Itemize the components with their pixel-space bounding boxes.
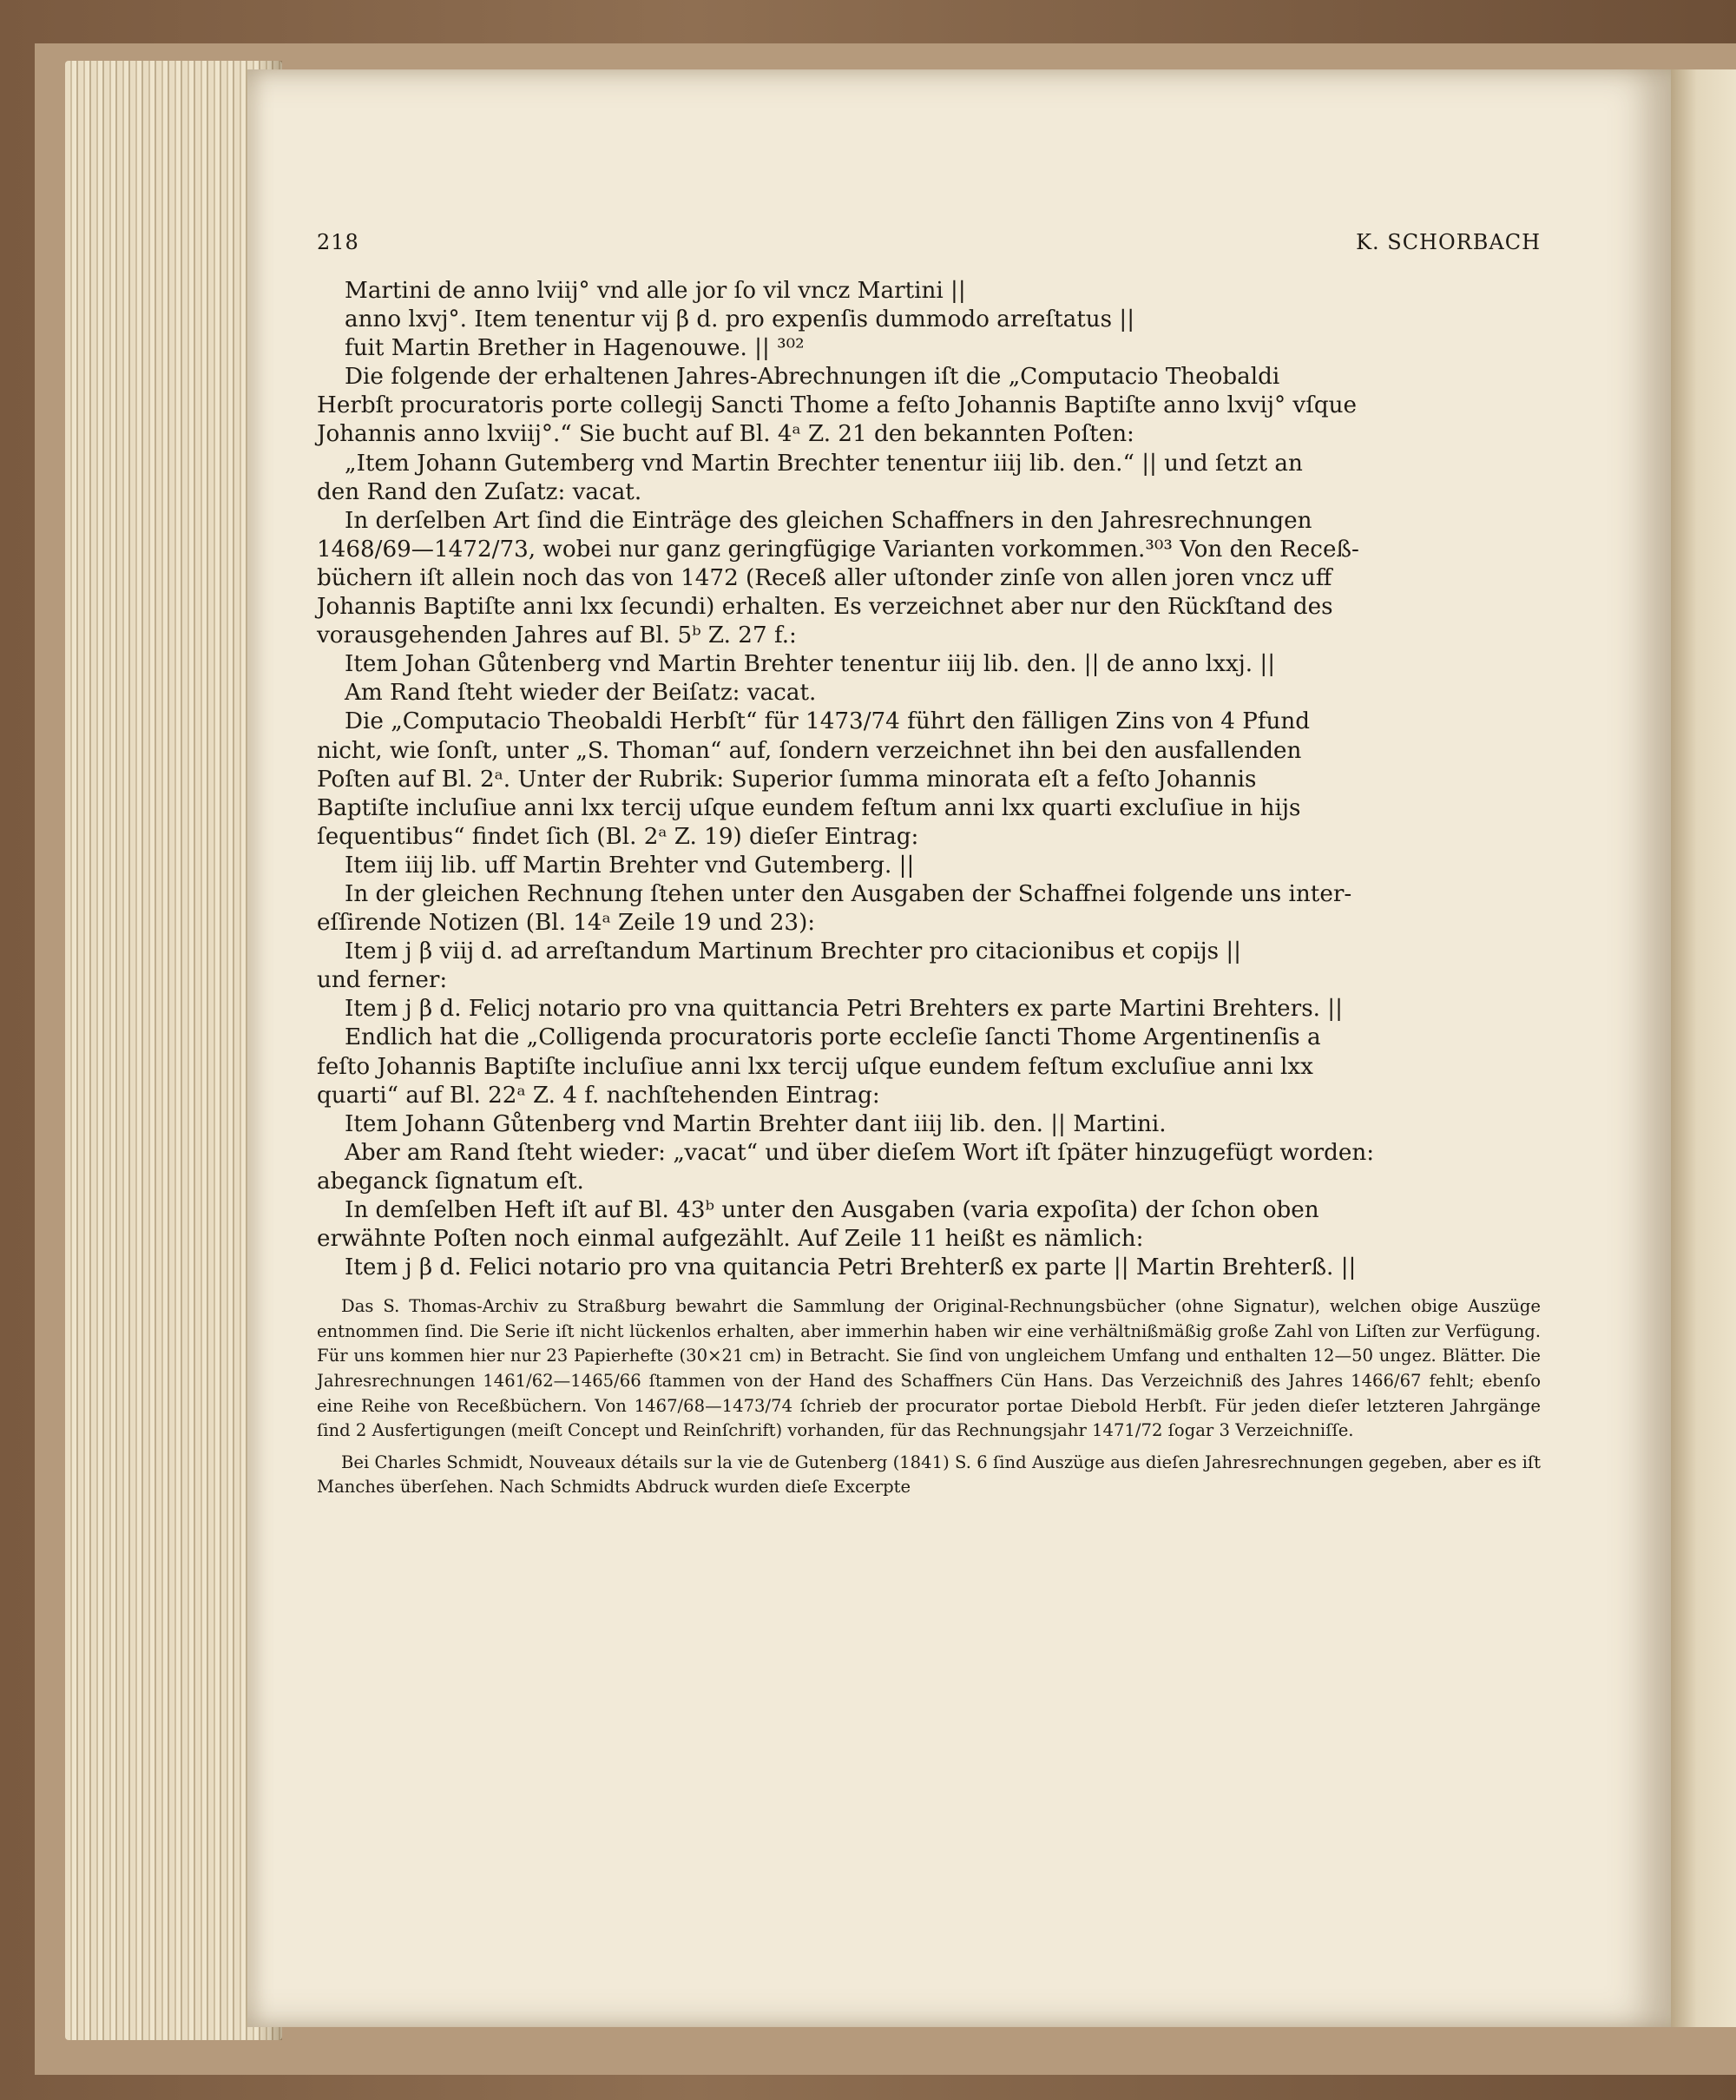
body-line: In demſelben Heft iſt auf Bl. 43ᵇ unter den Ausgaben (varia expoſita) der ſchon oben: [345, 1197, 1319, 1223]
body-line: In derſelben Art ſind die Einträge des gleichen Schaffners in den Jahresrechnungen: [345, 507, 1312, 534]
body-line: den Rand den Zuſatz: vacat.: [317, 478, 642, 505]
footnote-paragraph: Das S. Thomas-Archiv zu Straßburg bewahrt die Sammlung der Original-Rechnungsbücher (ohne Signatur), welchen obige Auszüge entnommen ſind. Die Serie iſt nicht lückenlos erhalten, aber immerhin haben wir eine verhältnißmäßig große Zahl von Liſten zur Verfügung. Für uns kommen hier nur 23 Papierhefte (30×21 cm) in Betracht. Sie ſind von ungleichem Umfang und enthalten 12—50 ungez. Blätter. Die Jahresrechnungen 1461/62—1465/66 ſtammen von der Hand des Schaffners Cün Hans. Das Verzeichniß des Jahres 1466/67 fehlt; ebenſo eine Reihe von Receßbüchern. Von 1467/68—1473/74 ſchrieb der procurator portae Diebold Herbſt. Für jeden dieſer letzteren Jahrgänge ſind 2 Ausfertigungen (meiſt Concept und Reinſchrift) vorhanden, für das Rechnungsjahr 1471/72 ſogar 3 Verzeichniſſe.: [317, 1296, 1541, 1441]
body-line: Item iiij lib. uff Martin Brehter vnd Gutemberg. ||: [345, 852, 915, 879]
running-head: [317, 230, 1541, 265]
body-line: Herbſt procuratoris porte collegij Sancti Thome a feſto Johannis Baptiſte anno lxvij° vſque: [317, 392, 1358, 419]
body-line: Baptiſte incluſiue anni lxx tercij uſque eundem feſtum anni lxx quarti excluſiue in hijs: [317, 794, 1301, 821]
facing-page: [1671, 69, 1736, 2027]
body-line: eſſirende Notizen (Bl. 14ᵃ Zeile 19 und 23):: [317, 910, 816, 937]
body-line: Die „Computacio Theobaldi Herbſt“ für 1473/74 führt den fälligen Zins von 4 Pfund: [345, 708, 1311, 735]
footnote-paragraph: Bei Charles Schmidt, Nouveaux détails sur la vie de Gutenberg (1841) S. 6 ſind Auszüge aus dieſen Jahresrechnungen gegeben, aber es iſt Manches überſehen. Nach Schmidts Abdruck wurden dieſe Excerpte: [317, 1452, 1541, 1498]
body-line: Poſten auf Bl. 2ᵃ. Unter der Rubrik: Superior ſumma minorata eſt a feſto Johannis: [317, 766, 1257, 793]
running-head-author: K. SCHORBACH: [1356, 230, 1541, 254]
body-line: feſto Johannis Baptiſte incluſiue anni lxx tercij uſque eundem feſtum excluſiue anni lxx: [317, 1053, 1313, 1080]
body-line: ſequentibus“ findet ſich (Bl. 2ᵃ Z. 19) dieſer Eintrag:: [317, 823, 919, 850]
body-line: Am Rand ſteht wieder der Beiſatz: vacat.: [345, 680, 817, 707]
page-number: 218: [317, 230, 359, 254]
body-line: und ferner:: [317, 967, 448, 994]
body-line: Johannis Baptiſte anni lxx ſecundi) erhalten. Es verzeichnet aber nur den Rückſtand des: [317, 594, 1333, 621]
page-text-block: [317, 230, 1541, 1507]
body-line: Die folgende der erhaltenen Jahres-Abrechnungen iſt die „Computacio Theobaldi: [345, 364, 1280, 391]
body-line: vorausgehenden Jahres auf Bl. 5ᵇ Z. 27 f.:: [317, 622, 797, 649]
body-line: „Item Johann Gutemberg vnd Martin Brechter tenentur iiij lib. den.“ || und ſetzt an: [345, 450, 1303, 477]
body-line: Johannis anno lxviij°.“ Sie bucht auf Bl. 4ᵃ Z. 21 den bekannten Poſten:: [317, 421, 1134, 448]
body-line: fuit Martin Brether in Hagenouwe. || ³⁰²: [345, 335, 805, 362]
body-line: abeganck ſignatum eſt.: [317, 1168, 584, 1195]
body-line: Endlich hat die „Colligenda procuratoris porte eccleſie ſancti Thome Argentinenſis a: [345, 1024, 1321, 1051]
body-line: Item j β d. Felici notario pro vna quitancia Petri Brehterß ex parte || Martin Brehterß. ||: [345, 1254, 1357, 1281]
footnotes: [317, 1294, 1541, 1500]
body-text: [317, 277, 1541, 1282]
body-line: Item j β d. Felicj notario pro vna quittancia Petri Brehters ex parte Martini Brehters. ||: [345, 996, 1343, 1023]
body-line: erwähnte Poſten noch einmal aufgezählt. Auf Zeile 11 heißt es nämlich:: [317, 1226, 1144, 1253]
body-line: anno lxvj°. Item tenentur vij β d. pro expenſis dummodo arreſtatus ||: [345, 306, 1135, 333]
body-line: Aber am Rand ſteht wieder: „vacat“ und über dieſem Wort iſt ſpäter hinzugefügt worden:: [345, 1139, 1375, 1166]
body-line: Item Johan Gůtenberg vnd Martin Brehter tenentur iiij lib. den. || de anno lxxj. ||: [345, 651, 1276, 678]
body-line: Item Johann Gůtenberg vnd Martin Brehter dant iiij lib. den. || Martini.: [345, 1110, 1167, 1137]
body-line: 1468/69—1472/73, wobei nur ganz geringfügige Varianten vorkommen.³⁰³ Von den Receß-: [317, 536, 1359, 563]
body-line: quarti“ auf Bl. 22ᵃ Z. 4 f. nachſtehenden Eintrag:: [317, 1082, 880, 1109]
body-line: In der gleichen Rechnung ſtehen unter den Ausgaben der Schaffnei folgende uns inter-: [345, 880, 1352, 907]
body-line: Martini de anno lviij° vnd alle jor ſo vil vncz Martini ||: [345, 278, 966, 304]
body-line: Item j β viij d. ad arreſtandum Martinum Brechter pro citacionibus et copijs ||: [345, 938, 1241, 965]
body-line: nicht, wie ſonſt, unter „S. Thoman“ auf, ſondern verzeichnet ihn bei den ausfallenden: [317, 737, 1302, 764]
body-line: büchern iſt allein noch das von 1472 (Receß aller uſtonder zinſe von allen joren vncz uff: [317, 564, 1332, 591]
